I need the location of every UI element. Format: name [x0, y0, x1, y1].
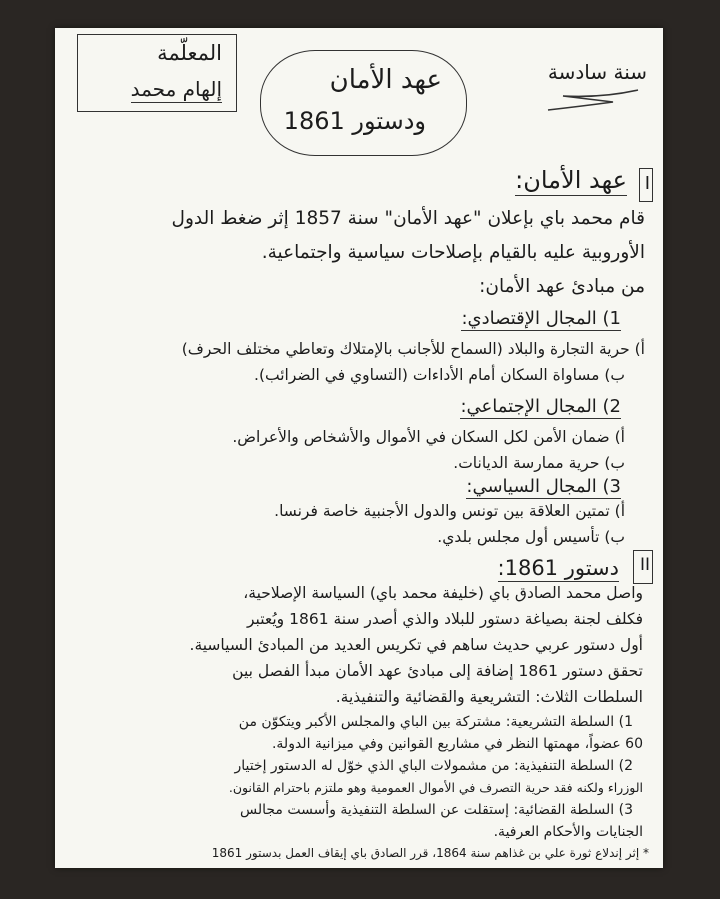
topic-cloud [260, 50, 467, 156]
list-item: ب) حرية ممارسة الديانات. [453, 454, 625, 472]
section-title: دستور 1861: [497, 556, 619, 580]
teacher-box [77, 34, 237, 112]
list-item: أ) ضمان الأمن لكل السكان في الأموال والأشخاص والأعراض. [232, 428, 625, 446]
section-title: عهد الأمان: [515, 166, 627, 194]
body-line: تحقق دستور 1861 إضافة إلى مبادئ عهد الأمان مبدأ الفصل بين [232, 662, 643, 680]
power-line: الوزراء ولكنه فقد حرية التصرف في الأموال العمومية وهو ملتزم باحترام القانون. [228, 780, 643, 795]
body-line: أول دستور عربي حديث ساهم في تكريس العديد من المبادئ السياسية. [189, 636, 643, 654]
intro-line: قام محمد باي بإعلان "عهد الأمان" سنة 1857 إثر ضغط الدول [171, 208, 645, 229]
swoosh-decoration [543, 86, 643, 114]
topic-title-line1: عهد الأمان [329, 65, 442, 95]
power-line: الجنايات والأحكام العرفية. [493, 824, 643, 840]
list-item: أ) تمتين العلاقة بين تونس والدول الأجنبية خاصة فرنسا. [274, 502, 625, 520]
power-line: 1) السلطة التشريعية: مشتركة بين الباي والمجلس الأكبر ويتكوّن من [238, 714, 633, 730]
intro-line: الأوروبية عليه بالقيام بإصلاحات سياسية واجتماعية. [261, 242, 645, 263]
grade-label: سنة سادسة [547, 60, 647, 84]
section-number: I [644, 173, 650, 194]
social-heading: 2) المجال الإجتماعي: [460, 396, 621, 417]
power-line: 2) السلطة التنفيذية: من مشمولات الباي الذي خوّل له الدستور إختيار [234, 758, 633, 774]
power-line: 3) السلطة القضائية: إستقلت عن السلطة التنفيذية وأسست مجالس [239, 802, 633, 818]
list-item: ب) تأسيس أول مجلس بلدي. [437, 528, 625, 546]
topic-title-line2: ودستور 1861 [283, 107, 426, 135]
list-item: أ) حرية التجارة والبلاد (السماح للأجانب بالإمتلاك وتعاطي مختلف الحرف) [181, 340, 645, 358]
section-number-box [633, 550, 653, 584]
economic-heading: 1) المجال الإقتصادي: [461, 308, 621, 329]
body-line: السلطات الثلاث: التشريعية والقضائية والتنفيذية. [335, 688, 643, 706]
teacher-name: إلهام محمد [130, 77, 222, 101]
political-heading: 3) المجال السياسي: [466, 476, 621, 497]
section-number: II [639, 555, 650, 575]
notebook-page [55, 28, 663, 868]
principles-intro: من مبادئ عهد الأمان: [479, 276, 645, 297]
power-line: 60 عضواً، مهمتها النظر في مشاريع القوانين وفي ميزانية الدولة. [271, 736, 643, 752]
list-item: ب) مساواة السكان أمام الأداءات (التساوي في الضرائب). [254, 366, 625, 384]
body-line: فكلف لجنة بصياغة دستور للبلاد والذي أصدر سنة 1861 ويُعتبر [246, 610, 643, 628]
teacher-title: المعلّمة [157, 41, 222, 65]
section-number-box [639, 168, 653, 202]
footnote: * إثر إندلاع ثورة علي بن غذاهم سنة 1864، قرر الصادق باي إيقاف العمل بدستور 1861 [211, 846, 649, 860]
body-line: واصل محمد الصادق باي (خليفة محمد باي) السياسة الإصلاحية، [243, 584, 643, 602]
